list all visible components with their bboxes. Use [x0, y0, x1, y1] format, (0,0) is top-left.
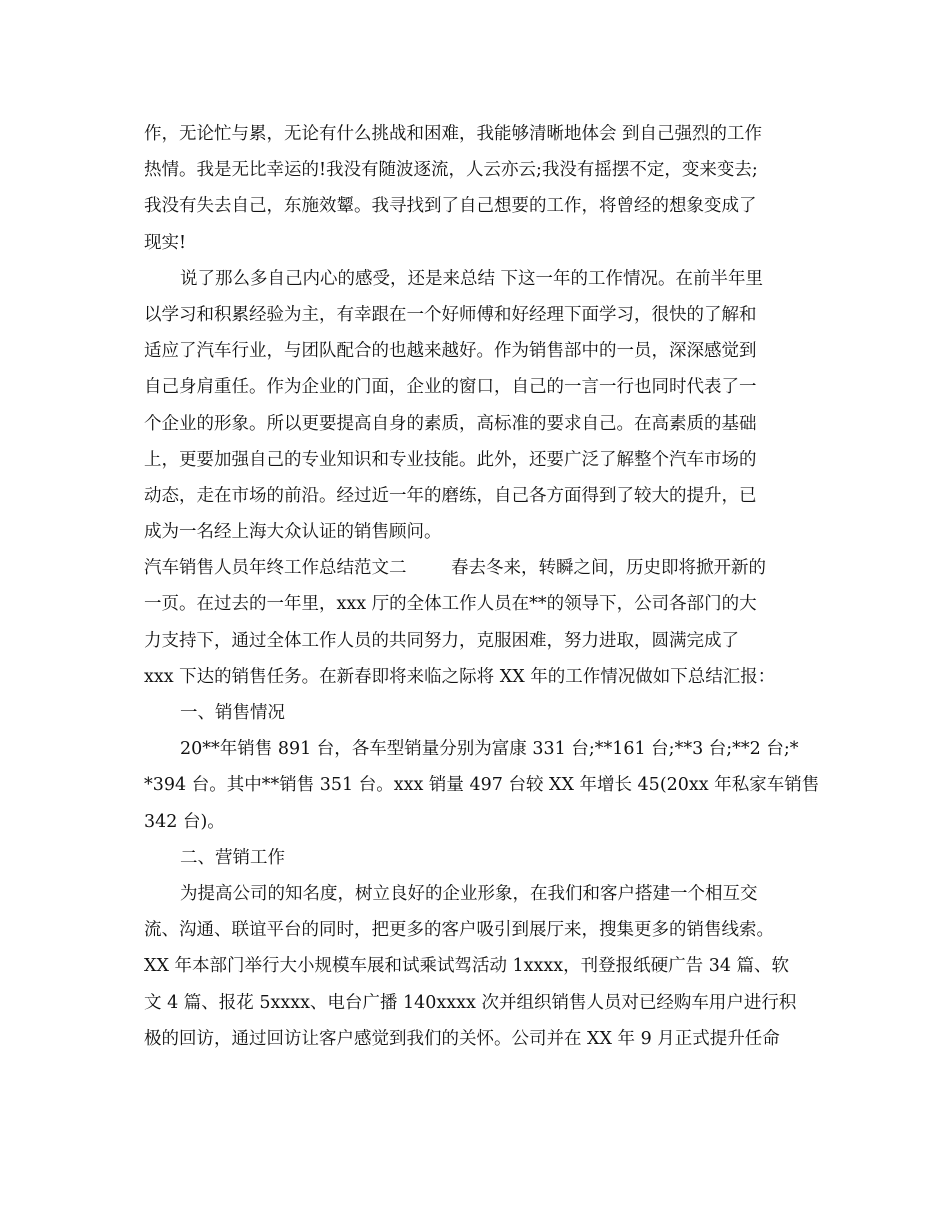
text-line: 极的回访，通过回访让客户感觉到我们的关怀。公司并在 XX 年 9 月正式提升任命	[144, 1028, 780, 1049]
text-line: *394 台。其中**销售 351 台。xxx 销量 497 台较 XX 年增长 45(20xx 年私家车销售	[144, 775, 820, 796]
text-line: 流、沟通、联谊平台的同时，把更多的客户吸引到展厅来，搜集更多的销售线索。	[144, 920, 774, 941]
text-line: 我没有失去自己，东施效颦。我寻找到了自己想要的工作，将曾经的想象变成了	[144, 196, 757, 217]
section-title-line: 汽车销售人员年终工作总结范文二 春去冬来，转瞬之间，历史即将掀开新的	[144, 558, 766, 579]
text-line: 个企业的形象。所以更要提高自身的素质，高标准的要求自己。在高素质的基础	[144, 413, 757, 434]
section-heading-marketing: 二、营销工作	[180, 847, 285, 868]
text-line: xxx 下达的销售任务。在新春即将来临之际将 XX 年的工作情况做如下总结汇报：	[144, 666, 776, 687]
text-line: 上，更要加强自己的专业知识和专业技能。此外，还要广泛了解整个汽车市场的	[144, 449, 757, 470]
text-line: XX 年本部门举行大小规模车展和试乘试驾活动 1xxxx，刊登报纸硬广告 34 篇、软	[144, 956, 790, 977]
paragraph-start-line: 20**年销售 891 台，各车型销量分别为富康 331 台;**161 台;**3 台;**2 台;*	[180, 739, 799, 760]
text-line: 成为一名经上海大众认证的销售顾问。	[144, 522, 442, 543]
text-line: 作，无论忙与累，无论有什么挑战和困难，我能够清晰地体会 到自己强烈的工作	[144, 124, 763, 144]
text-line: 热情。我是无比幸运的!我没有随波逐流，人云亦云;我没有摇摆不定，变来变去;	[144, 160, 758, 181]
paragraph-start-line: 说了那么多自己内心的感受，还是来总结 下这一年的工作情况。在前半年里	[180, 268, 764, 289]
text-line: 力支持下，通过全体工作人员的共同努力，克服困难，努力进取，圆满完成了	[144, 630, 739, 651]
text-line: 342 台)。	[144, 811, 225, 832]
text-line: 适应了汽车行业，与团队配合的也越来越好。作为销售部中的一员，深深感觉到	[144, 341, 757, 362]
text-line: 文 4 篇、报花 5xxxx、电台广播 140xxxx 次并组织销售人员对已经购车用户进行积	[144, 992, 797, 1013]
text-line: 以学习和积累经验为主，有幸跟在一个好师傅和好经理下面学习，很快的了解和	[144, 304, 757, 325]
text-line: 现实!	[144, 232, 187, 253]
section-heading-sales: 一、销售情况	[180, 703, 285, 723]
text-line: 动态，走在市场的前沿。经过近一年的磨练，自己各方面得到了较大的提升，已	[144, 485, 757, 506]
text-line: 自己身肩重任。作为企业的门面，企业的窗口，自己的一言一行也同时代表了一	[144, 377, 757, 398]
body-text	[144, 116, 820, 1057]
text-line: 一页。在过去的一年里，xxx 厅的全体工作人员在**的领导下，公司各部门的大	[144, 594, 757, 615]
paragraph-start-line: 为提高公司的知名度，树立良好的企业形象，在我们和客户搭建一个相互交	[180, 883, 758, 904]
